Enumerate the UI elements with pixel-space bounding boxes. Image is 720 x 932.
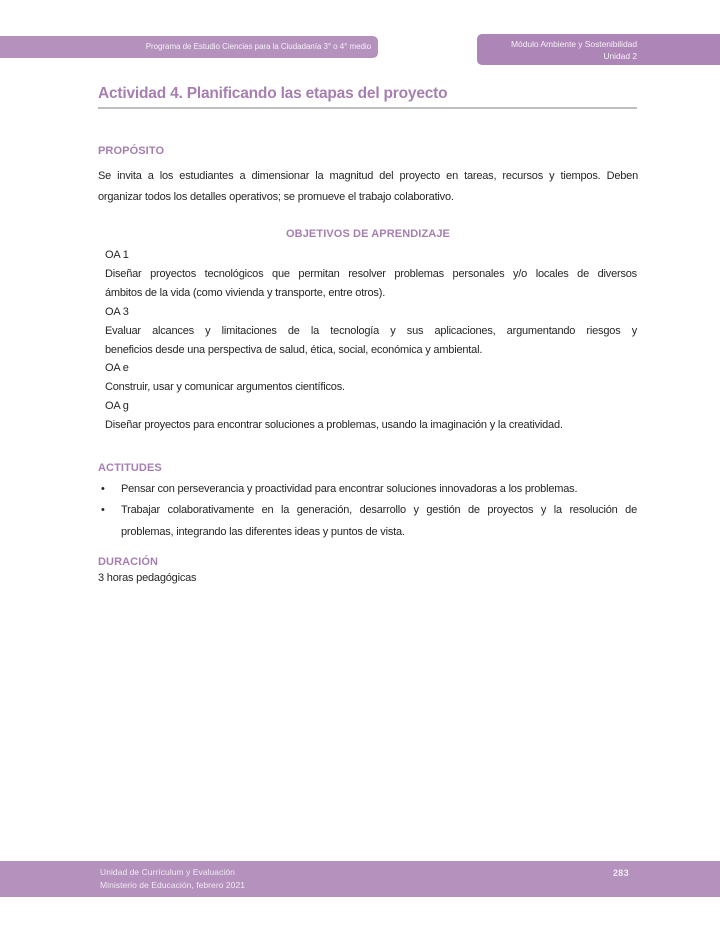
header-program-bar: Programa de Estudio Ciencias para la Ciudadanía 3° o 4° medio	[0, 36, 378, 58]
bullet-icon: •	[101, 504, 105, 517]
page-number: 283	[613, 868, 629, 878]
duracion-value: 3 horas pedagógicas	[98, 572, 197, 584]
footer-band	[0, 861, 720, 897]
title-divider	[98, 107, 637, 109]
oa-text-line: beneficios desde una perspectiva de salud, ética, social, económica y ambiental.	[105, 343, 483, 356]
oa-code: OA 1	[105, 249, 129, 261]
list-item	[101, 500, 637, 543]
footer-line1: Unidad de Currículum y Evaluación	[100, 867, 235, 877]
bullet-line: Pensar con perseverancia y proactividad para encontrar soluciones innovadoras a los problemas.	[121, 483, 578, 495]
actitudes-list	[101, 479, 637, 543]
bullet-line: Trabajar colaborativamente en la generación, desarrollo y gestión de proyectos y la resolución de	[121, 504, 637, 517]
header-module-line2: Unidad 2	[603, 51, 637, 62]
proposito-paragraph	[98, 166, 638, 208]
oa-text-line: Evaluar alcances y limitaciones de la tecnología y sus aplicaciones, argumentando riesgos y	[105, 324, 637, 337]
bullet-line: problemas, integrando las diferentes ideas y puntos de vista.	[121, 525, 405, 538]
header-module-line1: Módulo Ambiente y Sostenibilidad	[511, 38, 637, 49]
bullet-text	[121, 479, 637, 500]
proposito-line: organizar todos los detalles operativos; se promueve el trabajo colaborativo.	[98, 191, 454, 203]
oa-code: OA g	[105, 400, 129, 413]
oa-text-line: Diseñar proyectos tecnológicos que permitan resolver problemas personales y/o locales de diversos	[105, 267, 637, 280]
bullet-icon: •	[101, 483, 105, 495]
header-module-bar	[477, 34, 720, 65]
oa-code: OA 3	[105, 305, 129, 318]
oa-text-line: Construir, usar y comunicar argumentos científicos.	[105, 381, 345, 394]
actitudes-heading: ACTITUDES	[98, 462, 162, 474]
page-title: Actividad 4. Planificando las etapas del proyecto	[98, 85, 448, 102]
proposito-line: Se invita a los estudiantes a dimensionar la magnitud del proyecto en tareas, recursos y tiempos. Deben	[98, 170, 638, 182]
proposito-heading: PROPÓSITO	[98, 145, 165, 157]
bullet-text	[121, 500, 637, 543]
footer-line2: Ministerio de Educación, febrero 2021	[100, 879, 246, 890]
oa-code: OA e	[105, 362, 129, 375]
objetivos-list	[105, 246, 637, 435]
oa-text-line: ámbitos de la vida (como vivienda y transporte, entre otros).	[105, 286, 386, 299]
duracion-heading: DURACIÓN	[98, 556, 159, 568]
footer-credits	[100, 866, 245, 891]
objetivos-heading: OBJETIVOS DE APRENDIZAJE	[286, 228, 450, 240]
oa-text-line: Diseñar proyectos para encontrar soluciones a problemas, usando la imaginación y la creatividad.	[105, 419, 563, 432]
list-item	[101, 479, 637, 500]
